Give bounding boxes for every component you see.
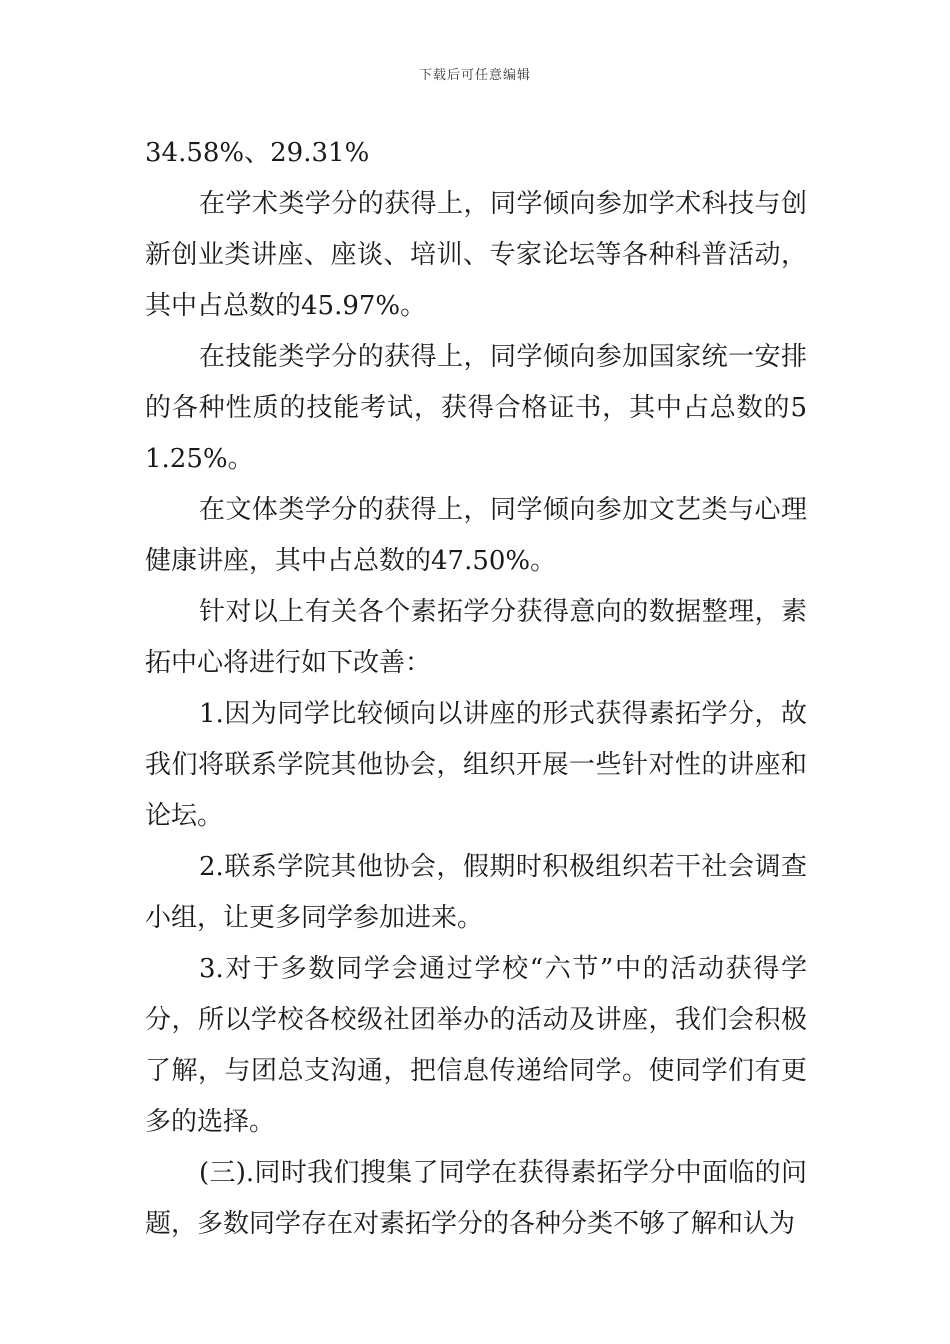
paragraph-percentages: 34.58%、29.31% [145,138,370,168]
paragraph-improvement-intro: 针对以上有关各个素拓学分获得意向的数据整理，素拓中心将进行如下改善： [145,597,807,678]
paragraph-academic-credits: 在学术类学分的获得上，同学倾向参加学术科技与创新创业类讲座、座谈、培训、专家论坛等各种科普活动，其中占总数的45.97%。 [145,189,807,321]
document-body [145,128,807,1250]
paragraph-arts-sports-credits: 在文体类学分的获得上，同学倾向参加文艺类与心理健康讲座，其中占总数的47.50%。 [145,495,807,576]
paragraph-section-three: (三).同时我们搜集了同学在获得素拓学分中面临的问题，多数同学存在对素拓学分的各种分类不够了解和认为 [145,1158,807,1239]
paragraph-improvement-1: 1.因为同学比较倾向以讲座的形式获得素拓学分，故我们将联系学院其他协会，组织开展一些针对性的讲座和论坛。 [145,699,807,831]
paragraph-skill-credits: 在技能类学分的获得上，同学倾向参加国家统一安排的各种性质的技能考试，获得合格证书，其中占总数的51.25%。 [145,342,807,474]
paragraph-improvement-2: 2.联系学院其他协会，假期时积极组织若干社会调查小组，让更多同学参加进来。 [145,852,807,933]
paragraph-improvement-3: 3.对于多数同学会通过学校“六节”中的活动获得学分，所以学校各校级社团举办的活动及讲座，我们会积极了解，与团总支沟通，把信息传递给同学。使同学们有更多的选择。 [145,954,807,1137]
page-header: 下载后可任意编辑 [418,68,531,83]
